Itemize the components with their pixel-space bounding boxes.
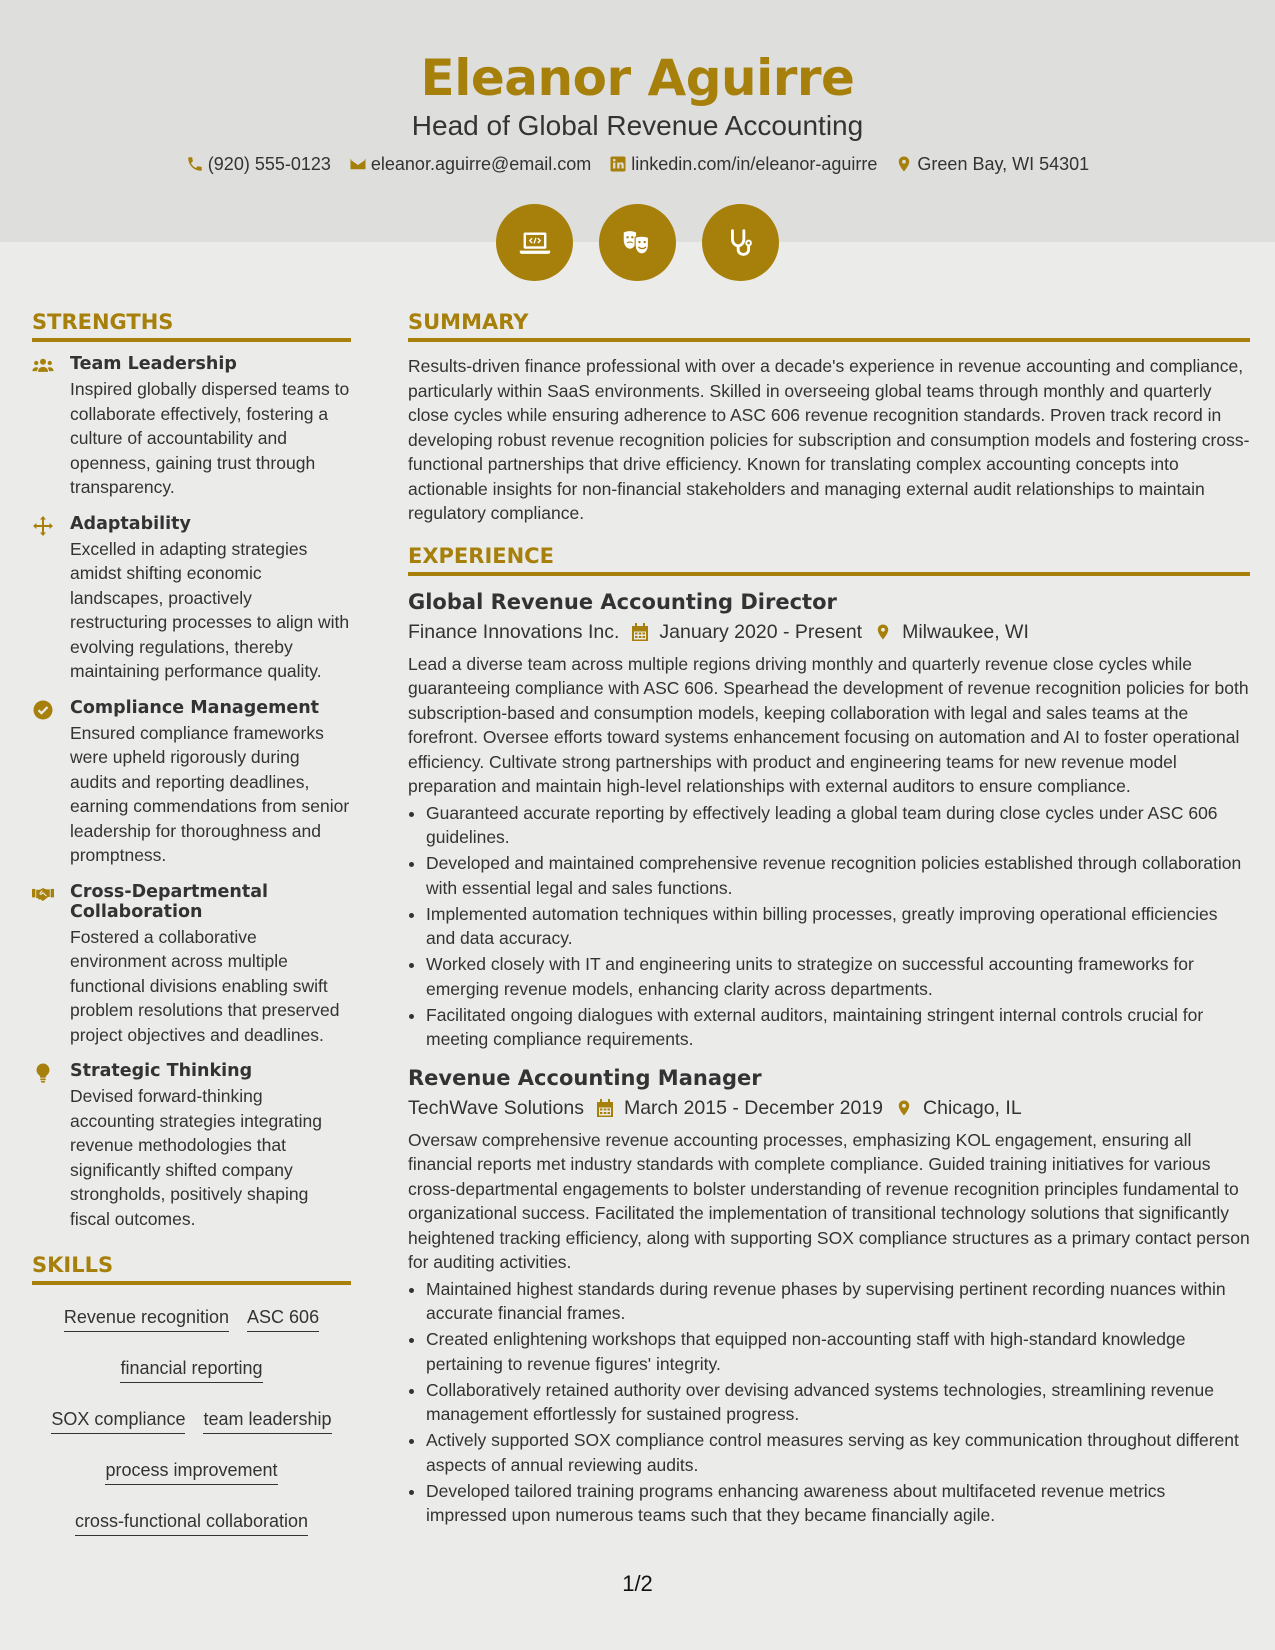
strength-item: [32, 882, 351, 1048]
email-text: eleanor.aguirre@email.com: [370, 154, 592, 174]
strength-item: [32, 698, 351, 868]
bullet-item: • Developed tailored training programs enhancing awareness about multifaceted revenue metrics impressed upon numerous teams such that they became financially agile.: [426, 1479, 1250, 1528]
job-title: Global Revenue Accounting Director: [408, 589, 837, 614]
theater-masks-icon: [619, 224, 657, 262]
job-location: Milwaukee, WI: [902, 620, 1029, 643]
strength-title: Team Leadership: [70, 354, 237, 374]
linkedin-icon: [609, 155, 627, 173]
linkedin-text: linkedin.com/in/eleanor-aguirre: [631, 154, 878, 174]
job-meta: [408, 618, 1250, 646]
contact-phone[interactable]: [186, 152, 331, 176]
interest-circle: [702, 204, 779, 281]
bullet-item: • Guaranteed accurate reporting by effectively leading a global team during close cycles under ASC 606 guidelines.: [426, 801, 1250, 850]
laptop-code-icon: [516, 224, 554, 262]
bullet-item: • Implemented automation techniques within billing processes, greatly improving operational efficiencies and data accuracy.: [426, 902, 1250, 951]
check-circle-icon: [32, 700, 54, 720]
contact-location: [895, 152, 1089, 176]
strength-desc: Devised forward-thinking accounting strategies integrating revenue methodologies that significantly shifted company strongholds, positively shaping fiscal outcomes.: [70, 1086, 322, 1229]
page-number: 1/2: [622, 1571, 653, 1596]
bullet-item: • Developed and maintained comprehensive revenue recognition policies established through collaboration with essential legal and sales functions.: [426, 851, 1250, 900]
phone-text: (920) 555-0123: [207, 154, 331, 174]
skill-tag: financial reporting: [120, 1356, 262, 1383]
job-dates: January 2020 - Present: [659, 620, 863, 643]
job-bullets: [408, 801, 1250, 1052]
interest-circle: [496, 204, 573, 281]
job-bullets: [408, 1277, 1250, 1528]
interest-circle: [599, 204, 676, 281]
right-column: [408, 306, 1250, 1540]
strength-desc: Excelled in adapting strategies amidst shifting economic landscapes, proactively restructuring processes to align with evolving regulations, thereby maintaining performance quality.: [70, 538, 350, 681]
map-marker-icon: [874, 622, 892, 642]
skill-tag: ASC 606: [247, 1305, 319, 1332]
skill-tag: process improvement: [105, 1458, 277, 1485]
job-company: TechWave Solutions: [408, 1096, 584, 1119]
strength-desc: Ensured compliance frameworks were upheld rigorously during audits and reporting deadlines, earning commendations from senior leadership for thoroughness and promptness.: [70, 722, 350, 865]
job-description: Lead a diverse team across multiple regions driving monthly and quarterly revenue close cycles while guaranteeing compliance with ASC 606. Spearhead the development of revenue recognition policies for both subscription-based and consumption models, keeping collaboration with legal and sales teams at the forefront. Oversee efforts toward systems enhancement focusing on automation and AI to foster operational efficiency. Cultivate strong partnerships with product and engineering teams for new revenue model preparation and maintain high-level relationships with external auditors to ensure compliance.: [408, 653, 1249, 796]
summary-heading: SUMMARY: [408, 306, 1250, 342]
candidate-name: Eleanor Aguirre: [420, 49, 855, 107]
skill-tag: team leadership: [203, 1407, 331, 1434]
contact-email[interactable]: [349, 152, 591, 176]
location-text: Green Bay, WI 54301: [917, 154, 1090, 174]
strengths-heading: STRENGTHS: [32, 306, 351, 342]
job-dates: March 2015 - December 2019: [623, 1096, 884, 1119]
phone-icon: [186, 155, 204, 173]
job-meta: [408, 1094, 1250, 1122]
strength-desc: Inspired globally dispersed teams to collaborate effectively, fostering a culture of accountability and openness, gaining trust through transparency.: [70, 379, 350, 497]
job-description: Oversaw comprehensive revenue accounting processes, emphasizing KOL engagement, ensuring all financial reports met industry standards with complete compliance. Guided training initiatives for various cross-departmental engagements to bolster understanding of revenue recognition principles fundamental to organizational success. Facilitated the implementation of transitional technology solutions that significantly heightened tracking efficiency, along with supporting SOX compliance structures as a primary contact person for auditing activities.: [408, 1129, 1250, 1272]
handshake-icon: [32, 884, 54, 904]
job-title: Revenue Accounting Manager: [408, 1065, 762, 1090]
experience-heading: EXPERIENCE: [408, 540, 1250, 576]
contact-linkedin[interactable]: [609, 152, 877, 176]
strength-item: [32, 514, 351, 684]
strength-item: [32, 354, 351, 500]
calendar-icon: [631, 622, 649, 642]
strength-title: Adaptability: [70, 513, 191, 534]
interest-icons: [0, 204, 1275, 281]
skill-tag: Revenue recognition: [64, 1305, 229, 1332]
stethoscope-icon: [722, 224, 760, 262]
summary-text: Results-driven finance professional with over a decade's experience in revenue accounting and compliance, particularly within SaaS environments. Skilled in overseeing global teams through monthly and quarterly close cycles while ensuring adherence to ASC 606 revenue recognition standards. Proven track record in developing robust revenue recognition policies for subscription and consumption models and fostering cross-functional partnerships that drive efficiency. Known for translating complex accounting concepts into actionable insights for non-financial stakeholders and managing external audit relationships to maintain regulatory compliance.: [408, 356, 1250, 523]
envelope-icon: [349, 155, 367, 173]
skills-heading: SKILLS: [32, 1249, 351, 1285]
arrows-icon: [32, 516, 54, 536]
strength-item: [32, 1061, 351, 1231]
job-company: Finance Innovations Inc.: [408, 620, 620, 643]
headline: Head of Global Revenue Accounting: [411, 110, 864, 141]
skill-tag: SOX compliance: [51, 1407, 185, 1434]
map-marker-icon: [895, 155, 913, 173]
bullet-item: • Actively supported SOX compliance control measures serving as key communication throughout different aspects of annual reviewing audits.: [426, 1428, 1250, 1477]
bullet-item: • Worked closely with IT and engineering units to strategize on successful accounting frameworks for emerging revenue models, enhancing clarity across departments.: [426, 952, 1250, 1001]
contact-row: [0, 152, 1275, 176]
bullet-item: • Collaboratively retained authority over devising advanced systems technologies, streamlining revenue management effortlessly for sustained progress.: [426, 1378, 1250, 1427]
skills-list: [32, 1297, 351, 1554]
job-entry: [408, 588, 1250, 1052]
calendar-icon: [596, 1098, 614, 1118]
users-icon: [32, 356, 54, 376]
bullet-item: • Created enlightening workshops that equipped non-accounting staff with high-standard knowledge pertaining to revenue figures' integrity.: [426, 1327, 1250, 1376]
bullet-item: • Facilitated ongoing dialogues with external auditors, maintaining stringent internal controls crucial for meeting compliance requirements.: [426, 1003, 1250, 1052]
bullet-item: • Maintained highest standards during revenue phases by supervising pertinent recording nuances within accurate financial frames.: [426, 1277, 1250, 1326]
left-column: [32, 306, 351, 1554]
strength-title: Cross-Departmental Collaboration: [70, 881, 269, 922]
job-entry: [408, 1064, 1250, 1528]
strength-title: Compliance Management: [70, 697, 320, 718]
skill-tag: cross-functional collaboration: [75, 1509, 308, 1536]
map-marker-icon: [895, 1098, 913, 1118]
strength-desc: Fostered a collaborative environment across multiple functional divisions enabling swift problem resolutions that preserved project objectives and deadlines.: [70, 926, 340, 1045]
strength-title: Strategic Thinking: [70, 1061, 253, 1081]
lightbulb-icon: [32, 1063, 54, 1083]
job-location: Chicago, IL: [923, 1096, 1022, 1119]
